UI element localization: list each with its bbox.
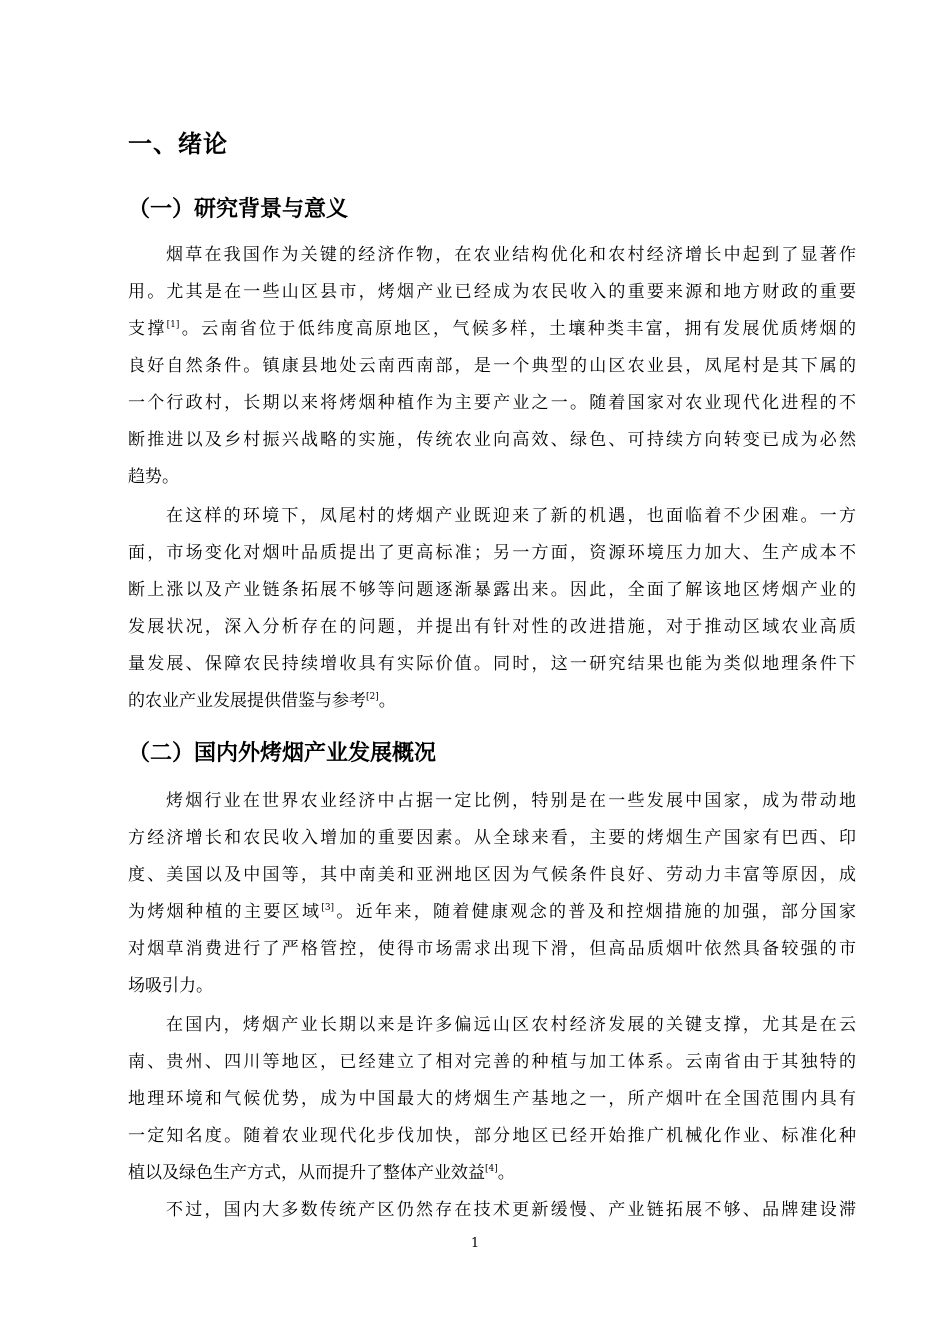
paragraph-4-line-2: 南、贵州、四川等地区，已经建立了相对完善的种植与加工体系。云南省由于其独特的: [128, 1052, 856, 1072]
line-text: 为烤烟种植的主要区域: [128, 902, 322, 922]
line-text: 植以及绿色生产方式，从而提升了整体产业效益: [128, 1163, 485, 1183]
paragraph-5-line-1: 不过，国内大多数传统产区仍然存在技术更新缓慢、产业链拓展不够、品牌建设滞: [166, 1200, 856, 1220]
paragraph-1-line-7: 趋势。: [128, 467, 179, 487]
paragraph-4-line-1: 在国内，烤烟产业长期以来是许多偏远山区农村经济发展的关键支撑，尤其是在云: [166, 1015, 856, 1035]
line-text: 。云南省位于低纬度高原地区，气候多样，土壤种类丰富，拥有发展优质烤烟的: [179, 319, 856, 339]
paragraph-1-line-4: 良好自然条件。镇康县地处云南西南部，是一个典型的山区农业县，凤尾村是其下属的: [128, 356, 856, 376]
paragraph-4-line-3: 地理环境和气候优势，成为中国最大的烤烟生产基地之一，所产烟叶在全国范围内具有: [128, 1089, 856, 1109]
paragraph-3-line-5: 对烟草消费进行了严格管控，使得市场需求出现下滑，但高品质烟叶依然具备较强的市: [128, 939, 856, 959]
paragraph-3-line-4: [128, 901, 856, 923]
paragraph-1-line-6: 断推进以及乡村振兴战略的实施，传统农业向高效、绿色、可持续方向转变已成为必然: [128, 430, 856, 450]
citation-ref: [1]: [166, 320, 180, 330]
chapter-heading: 一、绪论: [128, 130, 228, 158]
paragraph-4-line-5: [128, 1162, 856, 1184]
page-number: 1: [470, 1236, 480, 1251]
section-heading-background: （一）研究背景与意义: [128, 197, 349, 222]
citation-ref: [2]: [366, 692, 379, 702]
paragraph-2-line-1: 在这样的环境下，凤尾村的烤烟产业既迎来了新的机遇，也面临着不少困难。一方: [166, 506, 856, 526]
line-text: 支撑: [128, 319, 167, 339]
citation-ref: [4]: [485, 1164, 498, 1174]
paragraph-3-line-3: 度、美国以及中国等，其中南美和亚洲地区因为气候条件良好、劳动力丰富等原因，成: [128, 865, 856, 885]
line-text: 。: [378, 691, 396, 711]
section-heading-overview: （二）国内外烤烟产业发展概况: [128, 741, 437, 766]
paragraph-3-line-2: 方经济增长和农民收入增加的重要因素。从全球来看，主要的烤烟生产国家有巴西、印: [128, 828, 856, 848]
line-text: 的农业产业发展提供借鉴与参考: [128, 691, 366, 711]
paragraph-2-line-3: 断上涨以及产业链条拓展不够等问题逐渐暴露出来。因此，全面了解该地区烤烟产业的: [128, 580, 856, 600]
paragraph-4-line-4: 一定知名度。随着农业现代化步伐加快，部分地区已经开始推广机械化作业、标准化种: [128, 1126, 856, 1146]
citation-ref: [3]: [321, 903, 335, 913]
paragraph-2-line-5: 量发展、保障农民持续增收具有实际价值。同时，这一研究结果也能为类似地理条件下: [128, 654, 856, 674]
paragraph-1-line-2: 用。尤其是在一些山区县市，烤烟产业已经成为农民收入的重要来源和地方财政的重要: [128, 282, 856, 302]
paragraph-2-line-6: [128, 690, 856, 712]
paragraph-1-line-1: 烟草在我国作为关键的经济作物，在农业结构优化和农村经济增长中起到了显著作: [166, 245, 856, 265]
line-text: 。: [497, 1163, 515, 1183]
line-text: 。近年来，随着健康观念的普及和控烟措施的加强，部分国家: [334, 902, 856, 922]
paragraph-2-line-4: 发展状况，深入分析存在的问题，并提出有针对性的改进措施，对于推动区域农业高质: [128, 617, 856, 637]
paragraph-3-line-6: 场吸引力。: [128, 976, 213, 996]
paragraph-3-line-1: 烤烟行业在世界农业经济中占据一定比例，特别是在一些发展中国家，成为带动地: [166, 791, 856, 811]
paragraph-1-line-5: 一个行政村，长期以来将烤烟种植作为主要产业之一。随着国家对农业现代化进程的不: [128, 393, 856, 413]
paragraph-1-line-3: [128, 318, 856, 340]
paragraph-2-line-2: 面，市场变化对烟叶品质提出了更高标准；另一方面，资源环境压力加大、生产成本不: [128, 543, 856, 563]
